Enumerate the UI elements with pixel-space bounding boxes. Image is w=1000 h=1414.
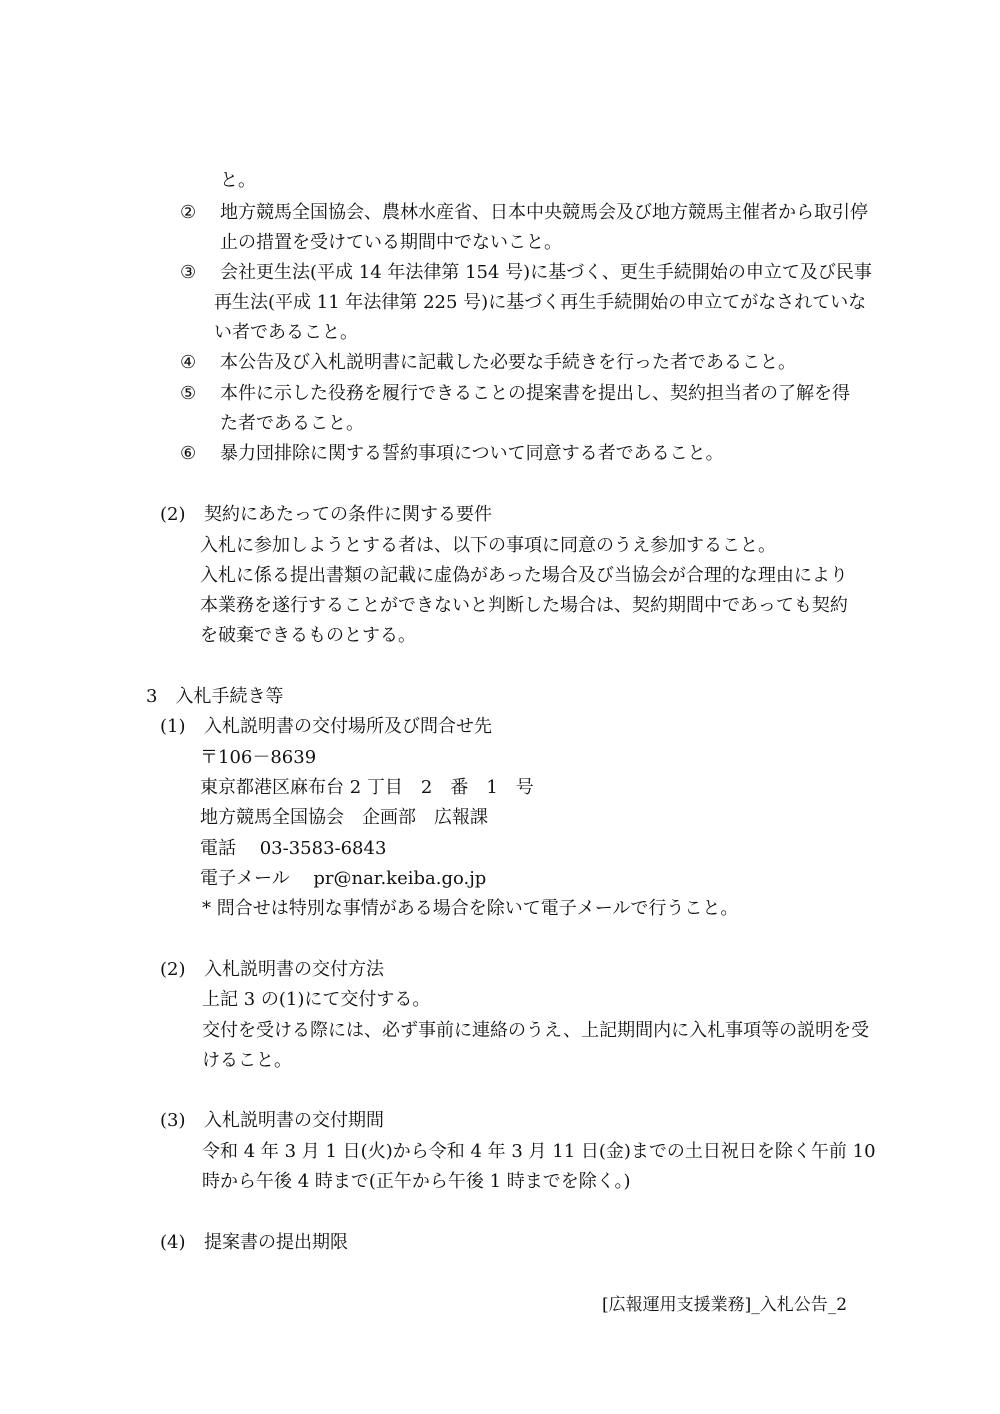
section-2-2-line-2: 入札に係る提出書類の記載に虚偽があった場合及び当協会が合理的な理由により [200,565,848,586]
section-3-2-line-1: 上記 3 の(1)にて交付する。 [202,989,431,1010]
item-6-number: ⑥ [180,443,197,464]
section-3-1-heading: 入札説明書の交付場所及び問合せ先 [204,716,492,737]
section-3-3-heading: 入札説明書の交付期間 [204,1110,384,1131]
item-3-line-3: い者であること。 [214,322,358,343]
item-4-line-1: 本公告及び入札説明書に記載した必要な手続きを行った者であること。 [220,352,796,373]
section-3-2-line-2: 交付を受ける際には、必ず事前に連絡のうえ、上記期間内に入札事項等の説明を受 [202,1020,870,1041]
item-3-line-2: 再生法(平成 11 年法律第 225 号)に基づく再生手続開始の申立てがなされていな [214,292,867,313]
section-3-2-number: (2) [160,959,186,980]
inquiry-note: * 問合せは特別な事情がある場合を除いて電子メールで行うこと。 [202,898,739,919]
postal-code: 〒106－8639 [200,747,317,768]
section-3-3-line-1: 令和 4 年 3 月 1 日(火)から令和 4 年 3 月 11 日(金)までの土日祝日を除く午前 10 [202,1141,876,1162]
phone-number: 電話 03-3583-6843 [200,838,387,859]
item-2-number: ② [180,202,197,223]
section-2-2-line-1: 入札に参加しようとする者は、以下の事項に同意のうえ参加すること。 [200,535,776,556]
section-3-heading: 3 入札手続き等 [146,686,284,707]
email-address: 電子メール pr@nar.keiba.go.jp [200,868,487,889]
section-2-2-number: (2) [160,504,186,525]
item-5-line-1: 本件に示した役務を履行できることの提案書を提出し、契約担当者の了解を得 [220,383,850,404]
section-3-2-heading: 入札説明書の交付方法 [204,959,384,980]
section-3-3-number: (3) [160,1110,186,1131]
address: 東京都港区麻布台 2 丁目 2 番 1 号 [200,777,534,798]
item-3-number: ③ [180,262,197,283]
section-2-2-heading: 契約にあたっての条件に関する要件 [204,504,492,525]
section-3-4-number: (4) [160,1232,186,1253]
section-2-2-line-4: を破棄できるものとする。 [200,625,416,646]
item-4-number: ④ [180,352,197,373]
item-6-line-1: 暴力団排除に関する誓約事項について同意する者であること。 [220,443,724,464]
prev-item-end: と。 [220,170,256,191]
section-3-4-heading: 提案書の提出期限 [204,1232,348,1253]
organization: 地方競馬全国協会 企画部 広報課 [200,807,488,828]
item-5-line-2: た者であること。 [220,413,364,434]
section-3-2-line-3: けること。 [202,1050,292,1071]
section-3-3-line-2: 時から午後 4 時まで(正午から午後 1 時までを除く。) [202,1171,631,1192]
item-2-line-1: 地方競馬全国協会、農林水産省、日本中央競馬会及び地方競馬主催者から取引停 [220,202,868,223]
page-footer: [広報運用支援業務]_入札公告_2 [602,1295,848,1315]
item-5-number: ⑤ [180,383,197,404]
section-2-2-line-3: 本業務を遂行することができないと判断した場合は、契約期間中であっても契約 [200,595,848,616]
section-3-1-number: (1) [160,716,186,737]
item-3-line-1: 会社更生法(平成 14 年法律第 154 号)に基づく、更生手続開始の申立て及び民事 [220,262,872,283]
item-2-line-2: 止の措置を受けている期間中でないこと。 [220,232,562,253]
